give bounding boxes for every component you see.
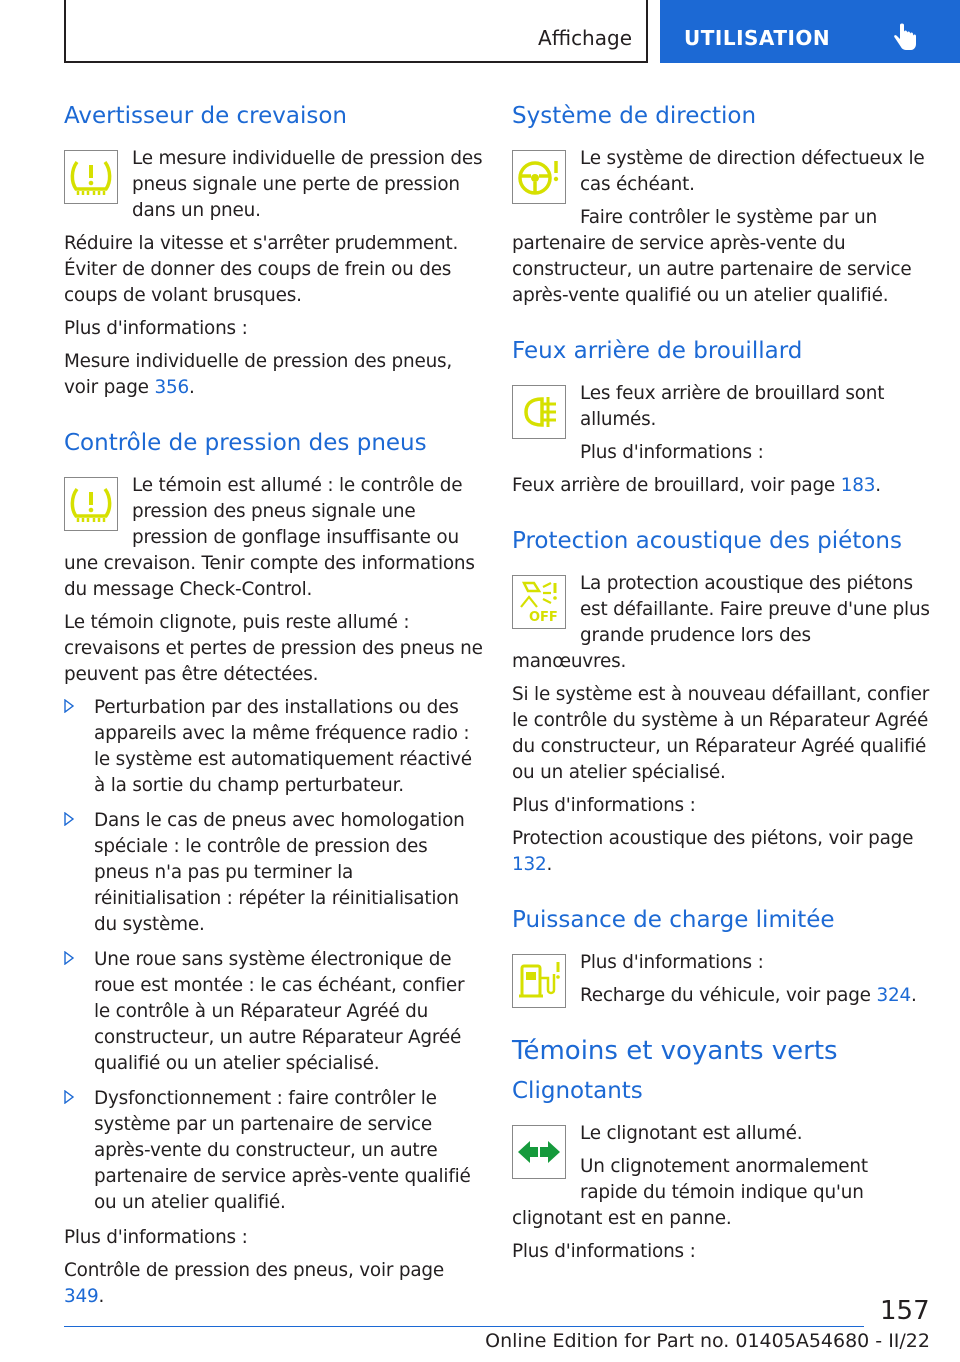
reference-end: .	[188, 377, 195, 398]
paragraph: Le système de direction défectueux le cas échéant.	[580, 148, 925, 195]
left-column	[64, 100, 484, 1317]
list-item	[64, 808, 484, 938]
section-title-temoins-verts: Témoins et voyants verts	[512, 1036, 838, 1066]
paragraph: Plus d'informations :	[580, 952, 764, 973]
section-title-puissance-charge: Puissance de charge limitée	[512, 907, 835, 933]
page-link-132[interactable]: 132	[512, 854, 547, 875]
bullet-list	[64, 695, 484, 1216]
reference-text: Feux arrière de brouillard, voir page	[512, 475, 841, 496]
section-title-feux-brouillard: Feux arrière de brouillard	[512, 338, 803, 364]
section-title-protection-acoustique: Protection acoustique des piétons	[512, 528, 902, 554]
page-link-183[interactable]: 183	[840, 475, 876, 496]
page-reference	[64, 349, 484, 401]
reference-end: .	[910, 985, 917, 1006]
list-item-text: Dysfonctionnement : faire contrôler le système par un partenaire de service après-vente du constructeur, un autre partenaire de service après-vente qualifié ou un atelier qualifié.	[94, 1088, 471, 1213]
steering-warning-icon	[512, 150, 566, 204]
paragraph: Le clignotant est allumé.	[580, 1123, 803, 1144]
reference-text: Protection acoustique des piétons, voir page	[512, 828, 914, 849]
footer-edition: Online Edition for Part no. 01405A54680 - II/22	[485, 1330, 930, 1352]
tire-pressure-warning-icon	[64, 150, 118, 204]
paragraph: Réduire la vitesse et s'arrêter prudemment. Éviter de donner des coups de frein ou des coups de volant brusques.	[64, 233, 459, 306]
paragraph: Faire contrôler le système par un partenaire de service après-vente du constructeur, un autre partenaire de service après-vente qualifié ou un atelier qualifié.	[512, 207, 912, 306]
paragraph: Si le système est à nouveau défaillant, confier le contrôle du système à un Réparateur Agréé du constructeur, un Réparateur Agréé qualifié ou un atelier spécialisé.	[512, 684, 930, 783]
list-item-text: Dans le cas de pneus avec homologation spéciale : le contrôle de pression des pneus n'a pas pu terminer la réinitialisation : répéter la réinitialisation du système.	[94, 810, 465, 935]
list-item	[64, 947, 484, 1077]
page-link-349[interactable]: 349	[64, 1286, 99, 1307]
page-reference	[512, 983, 930, 1009]
paragraph: Plus d'informations :	[580, 442, 764, 463]
footer-divider	[64, 1326, 864, 1327]
reference-text: Mesure individuelle de pression des pneus, voir page	[64, 351, 453, 398]
section-title-crevaison: Avertisseur de crevaison	[64, 103, 348, 129]
paragraph: Les feux arrière de brouillard sont allumés.	[580, 383, 885, 430]
reference-end: .	[98, 1286, 105, 1307]
paragraph: Plus d'informations :	[64, 1227, 248, 1248]
header-section-title: Affichage	[538, 26, 632, 50]
pedestrian-sound-off-icon	[512, 575, 566, 629]
header-chapter-tab	[660, 0, 960, 63]
reference-text: Contrôle de pression des pneus, voir page	[64, 1260, 445, 1281]
svg-text:OFF: OFF	[529, 610, 558, 625]
reference-text: Recharge du véhicule, voir page	[580, 985, 877, 1006]
hand-pointer-icon	[892, 22, 918, 56]
tire-pressure-warning-icon	[64, 477, 118, 531]
page-number: 157	[880, 1296, 930, 1326]
page-reference	[64, 1258, 484, 1310]
list-item-text: Une roue sans système électronique de roue est montée : le cas échéant, confier le contrôle à un Réparateur Agréé du constructeur, un autre Réparateur Agréé qualifié ou un atelier spécialisé.	[94, 949, 465, 1074]
paragraph: Plus d'informations :	[64, 318, 248, 339]
triangle-bullet-icon	[64, 699, 74, 713]
list-item	[64, 695, 484, 799]
triangle-bullet-icon	[64, 1090, 74, 1104]
paragraph: Le témoin clignote, puis reste allumé : crevaisons et pertes de pression des pneus ne peuvent pas être détectées.	[64, 612, 483, 685]
paragraph: Un clignotement anormalement rapide du témoin indique qu'un clignotant est en panne.	[512, 1156, 868, 1229]
paragraph: Le mesure individuelle de pression des pneus signale une perte de pression dans un pneu.	[132, 148, 483, 221]
header-section-box	[64, 0, 648, 63]
page-link-356[interactable]: 356	[154, 377, 189, 398]
page-reference	[512, 826, 930, 878]
reference-end: .	[546, 854, 553, 875]
triangle-bullet-icon	[64, 812, 74, 826]
paragraph: Plus d'informations :	[512, 795, 696, 816]
section-title-direction: Système de direction	[512, 103, 757, 129]
header-chapter-label: UTILISATION	[684, 26, 831, 50]
section-title-clignotants: Clignotants	[512, 1078, 643, 1104]
turn-signal-arrows-icon	[512, 1125, 566, 1179]
paragraph: Plus d'informations :	[512, 1241, 696, 1262]
paragraph: Le témoin est allumé : le contrôle de pression des pneus signale une pression de gonflage insuffisante ou une crevaison. Tenir compte des informations du message Check-Control.	[64, 475, 475, 600]
page-reference	[512, 473, 930, 499]
charging-station-icon	[512, 954, 566, 1008]
section-title-controle-pression: Contrôle de pression des pneus	[64, 430, 427, 456]
page-link-324[interactable]: 324	[876, 985, 911, 1006]
rear-fog-light-icon	[512, 385, 566, 439]
list-item	[64, 1086, 484, 1216]
triangle-bullet-icon	[64, 951, 74, 965]
reference-end: .	[875, 475, 881, 496]
paragraph: La protection acoustique des piétons est défaillante. Faire preuve d'une plus grande prudence lors des manœuvres.	[512, 573, 930, 672]
list-item-text: Perturbation par des installations ou des appareils avec la même fréquence radio : le système est automatiquement réactivé à la sortie du champ perturbateur.	[94, 697, 472, 796]
right-column	[512, 100, 930, 1272]
